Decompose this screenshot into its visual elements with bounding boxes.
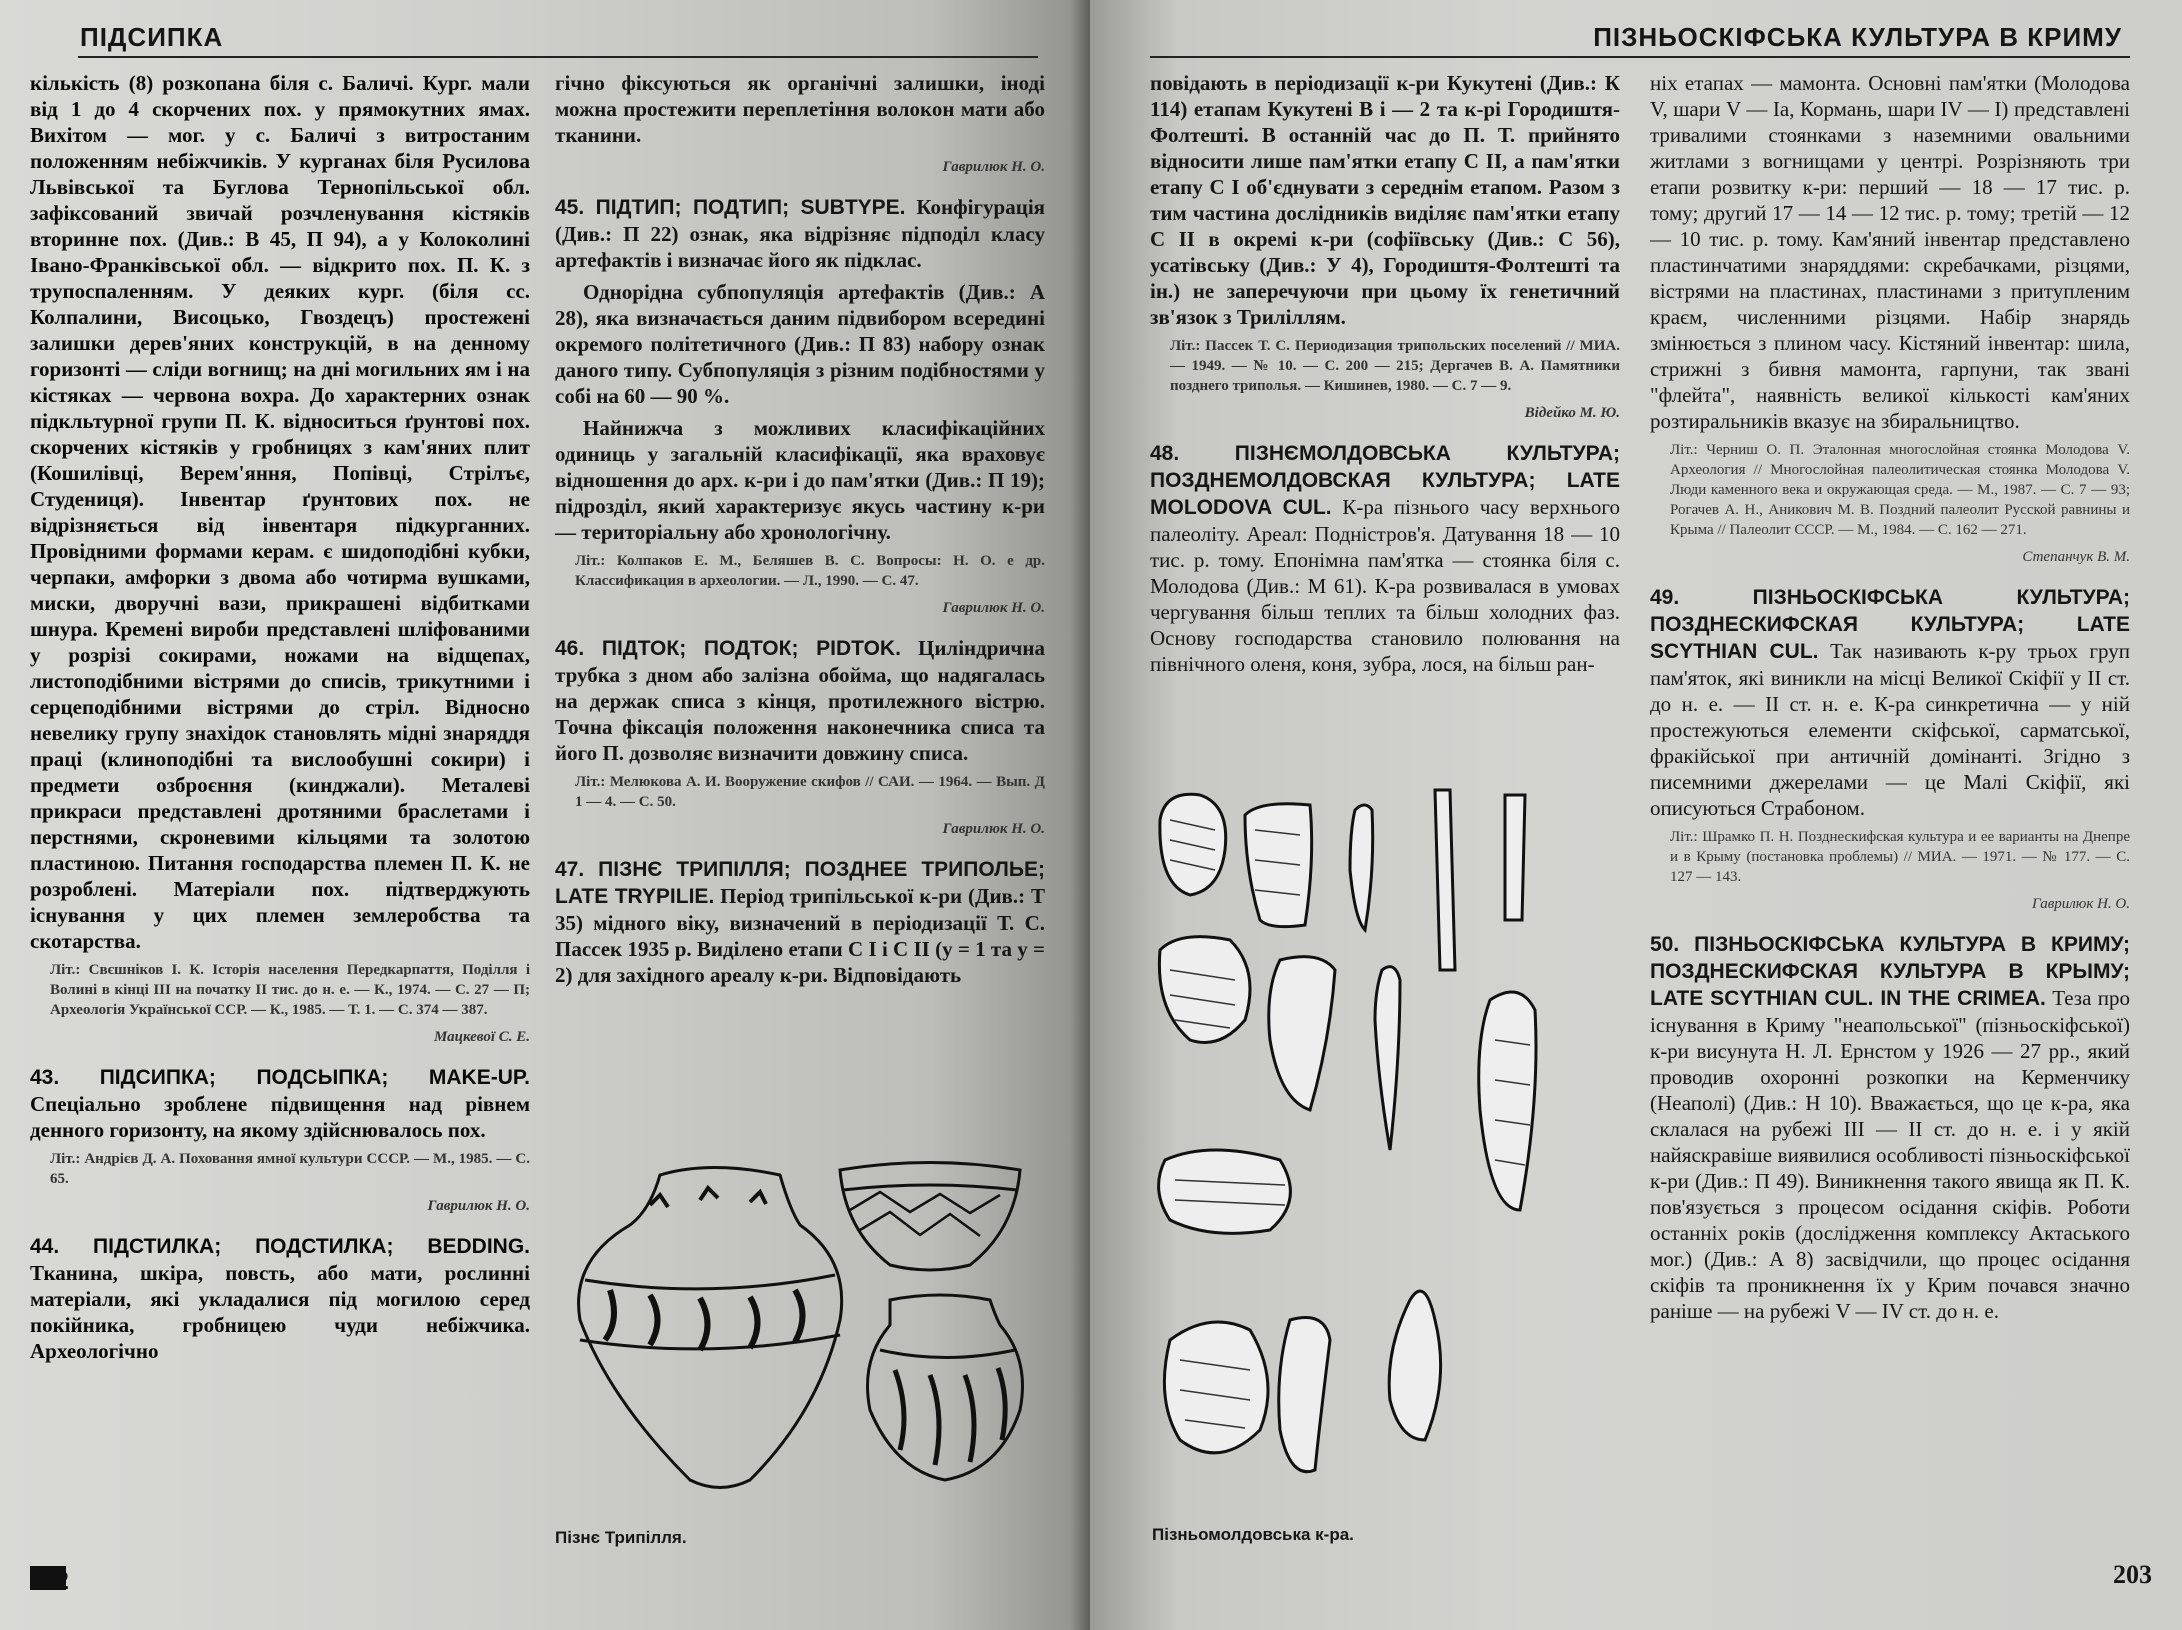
entry-48-text: К-ра пізнього часу верхнього палеоліту. Ареал: Подністров'я. Датування 18 — 10 тис. р. тому. Епонімна пам'ятка — стоянка біля с. Молодова (Див.: М 61). К-ра розвивалася в умовах чергування більш теплих та більш холодних фаз. Основу господарства становило полювання на північного оленя, коня, зубра, лося, на більш ран- [1150,495,1621,676]
entry-49-title: 49. ПІЗНЬОСКІФСЬКА КУЛЬТУРА; ПОЗДНЕСКИФСКАЯ КУЛЬТУРА; LATE SCYTHIAN CUL. [1650,586,2130,663]
entry-49-text: Так називають к-ру трьох груп пам'яток, які виникли на місці Великої Скіфії у ІІ ст. до н. е. — ІІ ст. н. е. К-ра синкретична — у ній простежуються елементи скіфської, сарматської, фракійської при античній домінанті. Згідно з писемними джерелами — це Малі Скіфії, які описуються Страбоном. [1650,639,2131,820]
entry-47-text: Період трипільської к-ри (Див.: Т 35) мідного віку, визначений в періодизації Т. С. Пассек 1935 р. Виділено етапи С І і С ІІ (у = 1 та у = 2) для західного ареалу к-ри. Відповідають [555,884,1046,987]
entry-49 [1650,584,2130,821]
entry-45-text: Конфігурація (Див.: П 22) ознак, яка відрізняє підподіл класу артефактів і визначає його як підклас. [555,195,1046,272]
author-signature-46: Гаврилюк Н. О. [942,821,1045,837]
entry-45-paragraph-3: Найнижча з можливих класифікаційних одиниць у загальній класифікації, яка враховує відношення до арх. к-ри і до пам'ятки (Див.: П 19); підрозділ, який характеризує якусь частину к-ри — територіальну або хронологічну. [555,416,1045,544]
entry-45 [555,194,1045,273]
entry-43 [30,1064,530,1143]
header-rule-left [78,56,1038,58]
small-pot-drawing [868,1295,1023,1480]
entry-47-title: 47. ПІЗНЄ ТРИПІЛЛЯ; ПОЗДНЕЕ ТРИПОЛЬЕ; LATE TRYPILIE. [555,858,1045,908]
literature-47: Літ.: Пассек Т. С. Периодизация трипольских поселений // МИА. — 1949. — № 10. — С. 200 — 215; Дергачев В. А. Памятники позднего триполья. — Кишинев, 1980. — С. 7 — 9. [1170,338,1620,394]
page-number-right: 203 [2113,1560,2152,1589]
author-signature-42: Мацкевої С. Е. [434,1029,530,1045]
author-signature-43: Гаврилюк Н. О. [427,1198,530,1214]
large-amphora-drawing [579,1168,842,1488]
right-page [1090,0,2182,1630]
literature-48: Літ.: Черниш О. П. Эталонная многослойная стоянка Молодова V. Археология // Многослойная палеолитическая стоянка Молодова V. Люди каменного века и окружающая среда. — М., 1987. — С. 7 — 93; Рогачев А. Н., Аникович М. В. Поздний палеолит Русской равнины и Крыма // Палеолит СССР. — М., 1984. — С. 162 — 271. [1670,442,2130,538]
figure-caption-left: Пізнє Трипілля. [555,1528,687,1547]
author-signature-47: Відейко М. Ю. [1524,405,1620,421]
entry-46-text: Циліндрична трубка з дном або залізна обойма, що надягалась на держак списа з кінця, протилежного вістрю. Точна фіксація положення наконечника списа та його П. дозволяє визначити довжину списа. [555,636,1045,765]
entry-45-title: 45. ПІДТИП; ПОДТИП; SUBTYPE. [555,196,906,219]
entry-48-continued: ніх етапах — мамонта. Основні пам'ятки (Молодова V, шари V — Ia, Кормань, шари IV — I) представлені тривалими стоянками з наземними овальними житлами з вогнищами у центрі. Розрізняють три етапи розвитку к-ри: перший — 18 — 17 тис. р. тому; другий 17 — 14 — 12 тис. р. тому; третій — 12 — 10 тис. р. тому. Кам'яний інвентар представлено пластинчатими знаряддями: скребачками, різцями, вістрями на пластинах, пластинами з притупленим краєм, численними різцями. Набір знарядь змінюється з плином часу. Кістяний інвентар: шила, стрижні з бивня мамонта, гарпуни, так звані "флейта", наявність великої кількості кам'яних розтиральників вказує на збиральництво. [1650,71,2130,433]
author-signature-48: Степанчук В. М. [2022,549,2130,565]
entry-44-continued: гічно фіксуються як органічні залишки, іноді можна простежити переплетіння волокон мати або тканини. [555,71,1045,147]
literature-45: Літ.: Колпаков Е. М., Беляшев В. С. Вопросы: Н. О. е др. Классификация в археологии. — Л., 1990. — С. 47. [575,553,1045,589]
painted-bowl-drawing [840,1163,1020,1271]
author-signature-49: Гаврилюк Н. О. [2032,896,2130,912]
entry-50-text: Теза про існування в Криму "неапольської" (пізньоскіфської) к-ри висунута Н. Л. Ернстом у 1926 — 27 рр., який проводив охоронні розкопки на Керменчику (Неаполі) (Див.: Н 10). Вважається, що це к-ра, яка склалася на рубежі ІІІ — ІІ ст. до н. е. і у якій найяскравіше виявилися особливості пізньоскіфської к-ри (Див.: П 49). Виникнення такого явища як П. К. пов'язується з процесом осідання скіфів. Роботи останніх років (дослідження комплексу Актаського мог.) (Див.: А 8) засвідчили, що процес осідання скіфів та проникнення їх у Крим почався значно раніше — на рубежі V — IV ст. до н. е. [1650,986,2130,1323]
entry-47-continued: повідають в періодизації к-ри Кукутені (Див.: К 114) етапам Кукутені В і — 2 та к-рі Городиштя-Фолтешті. В останній час до П. Т. прийнято відносити лише пам'ятки етапу С ІІ, а пам'ятки етапу С І об'єднувати з середнім етапом. Разом з тим частина дослідників виділяє пам'ятки етапу С ІІ в окремі к-ри (софіївську (Див.: С 56), усатівську (Див.: У 4), Городиштя-Фолтешті та ін.) не заперечуючи при цьому їх генетичний зв'язок з Триліллям. [1150,71,1620,329]
entry-45-paragraph-2: Однорідна субпопуляція артефактів (Див.: А 28), яка визначається даним підвибором всередині окремого політетичного (Див.: П 83) набору ознак даного типу. Субпопуляція з різним подібностями у собі на 60 — 90 %. [555,280,1045,408]
literature-49: Літ.: Шрамко П. Н. Позднескифская культура и ее варианты на Днепре и в Крыму (постановка проблемы) // МИА. — 1971. — № 177. — С. 127 — 143. [1670,829,2130,885]
entry-44 [30,1233,530,1364]
entry-47 [555,856,1045,988]
entry-50-title: 50. ПІЗНЬОСКІФСЬКА КУЛЬТУРА В КРИМУ; ПОЗДНЕСКИФСКАЯ КУЛЬТУРА В КРЫМУ; LATE SCYTHIAN CUL. IN THE CRIMEA. [1650,933,2130,1010]
running-head-left: ПІДСИПКА [80,22,224,52]
entry-48-title: 48. ПІЗНЄМОЛДОВСЬКА КУЛЬТУРА; ПОЗДНЕМОЛДОВСКАЯ КУЛЬТУРА; LATE MOLODOVA CUL. [1150,442,1620,519]
entry-46-title: 46. ПІДТОК; ПОДТОК; PIDTOK. [555,637,901,660]
header-rule-right [1150,56,2130,58]
flint-tools-drawing [1159,790,1536,1472]
literature-42: Літ.: Свєшніков І. К. Історія населення Передкарпаття, Поділля і Волині в кінці III на початку II тис. до н. е. — К., 1974. — С. 27 — П; Археологія Української ССР. — К., 1985. — Т. 1. — С. 374 — 387. [50,962,530,1018]
entry-50 [1650,931,2130,1324]
entry-48 [1150,440,1620,677]
left-page [0,0,1090,1630]
entry-46 [555,635,1045,766]
running-head-right: ПІЗНЬОСКІФСЬКА КУЛЬТУРА В КРИМУ [1593,22,2122,52]
entry-43-title: 43. ПІДСИПКА; ПОДСЫПКА; MAKE-UP. [30,1066,530,1089]
right-column-1 [1150,70,1620,683]
late-trypillia-pottery-illustration [550,1150,1050,1520]
right-column-2 [1650,70,2130,1330]
literature-43: Літ.: Андрієв Д. А. Поховання ямної культури СССР. — М., 1985. — С. 65. [50,1151,530,1187]
figure-caption-right: Пізньомолдовська к-ра. [1152,1525,1354,1544]
entry-44-title: 44. ПІДСТИЛКА; ПОДСТИЛКА; BEDDING. [30,1235,530,1258]
author-signature-45: Гаврилюк Н. О. [942,600,1045,616]
entry-42-text: кількість (8) розкопана біля с. Баличі. Кург. мали від 1 до 4 скорчених пох. у прямокутних ямах. Вихітом — мог. у с. Баличі з витростаним положенням небіжчиків. У курганах біля Русилова Львівської та Буглова Тернопільської обл. зафіксований звичай розчленування кістяків вторинне пох. (Див.: В 45, П 94), а у Колоколині Івано-Франківської обл. — відкрито пох. П. К. з трупоспаленням. У деяких кург. (біля сс. Колпалини, Висоцько, Гвоздецъ) простежені залишки дерев'яних конструкцій, в на денному горизонті — сліди вогнищ; на дні могильних ям і на кістяках — червона вохра. До характерних ознак підкльтурної групи П. К. відноситься ґрунтові пох. скорчених кістяків у гробницях з кам'яних плит (Кошилівці, Верем'яння, Попівці, Стрілъє, Студениця). Інвентар ґрунтових пох. не відрізняється від інвентаря підкурганних. Провідними формами керам. є шидоподібні кубки, черпаки, амфорки з двома або чотирма вушками, миски, дворучні вази, прикрашені відбитками шнура. Кремені вироби представлені шліфованими у розрізі сокирами, ножами на відщепах, листоподібними вістрями до списів, трикутними і серцеподібними вістрями до стріл. Відносно невелику групу знахідок становлять мідні знаряддя праці (клиноподібні та вислообушні сокири) і предмети озброєння (кинджали). Металеві прикраси представлені дротяними браслетами і перстнями, скроневими кільцями та золотою пластиною. Питання господарства племен П. К. не розроблені. Матеріали пох. підтверджують існування у цих племен землеробства та скотарства. [30,71,530,953]
literature-46: Літ.: Мелюкова А. И. Вооружение скифов // САИ. — 1964. — Вып. Д 1 — 4. — С. 50. [575,774,1045,810]
entry-44-text: Тканина, шкіра, повсть, або мати, рослинні матеріали, які укладалися під могилою серед покійника, гробницею чуди небіжчика. Археологічно [30,1261,530,1363]
entry-43-text: Спеціально зроблене підвищення над рівнем денного горизонту, на якому здійснювалось пох. [30,1092,530,1142]
page-number-left: 202 [30,1566,69,1595]
late-molodova-tools-illustration [1150,780,1620,1520]
left-column-2 [555,70,1045,994]
left-column-1 [30,70,530,1370]
author-signature-44: Гаврилюк Н. О. [942,159,1045,175]
